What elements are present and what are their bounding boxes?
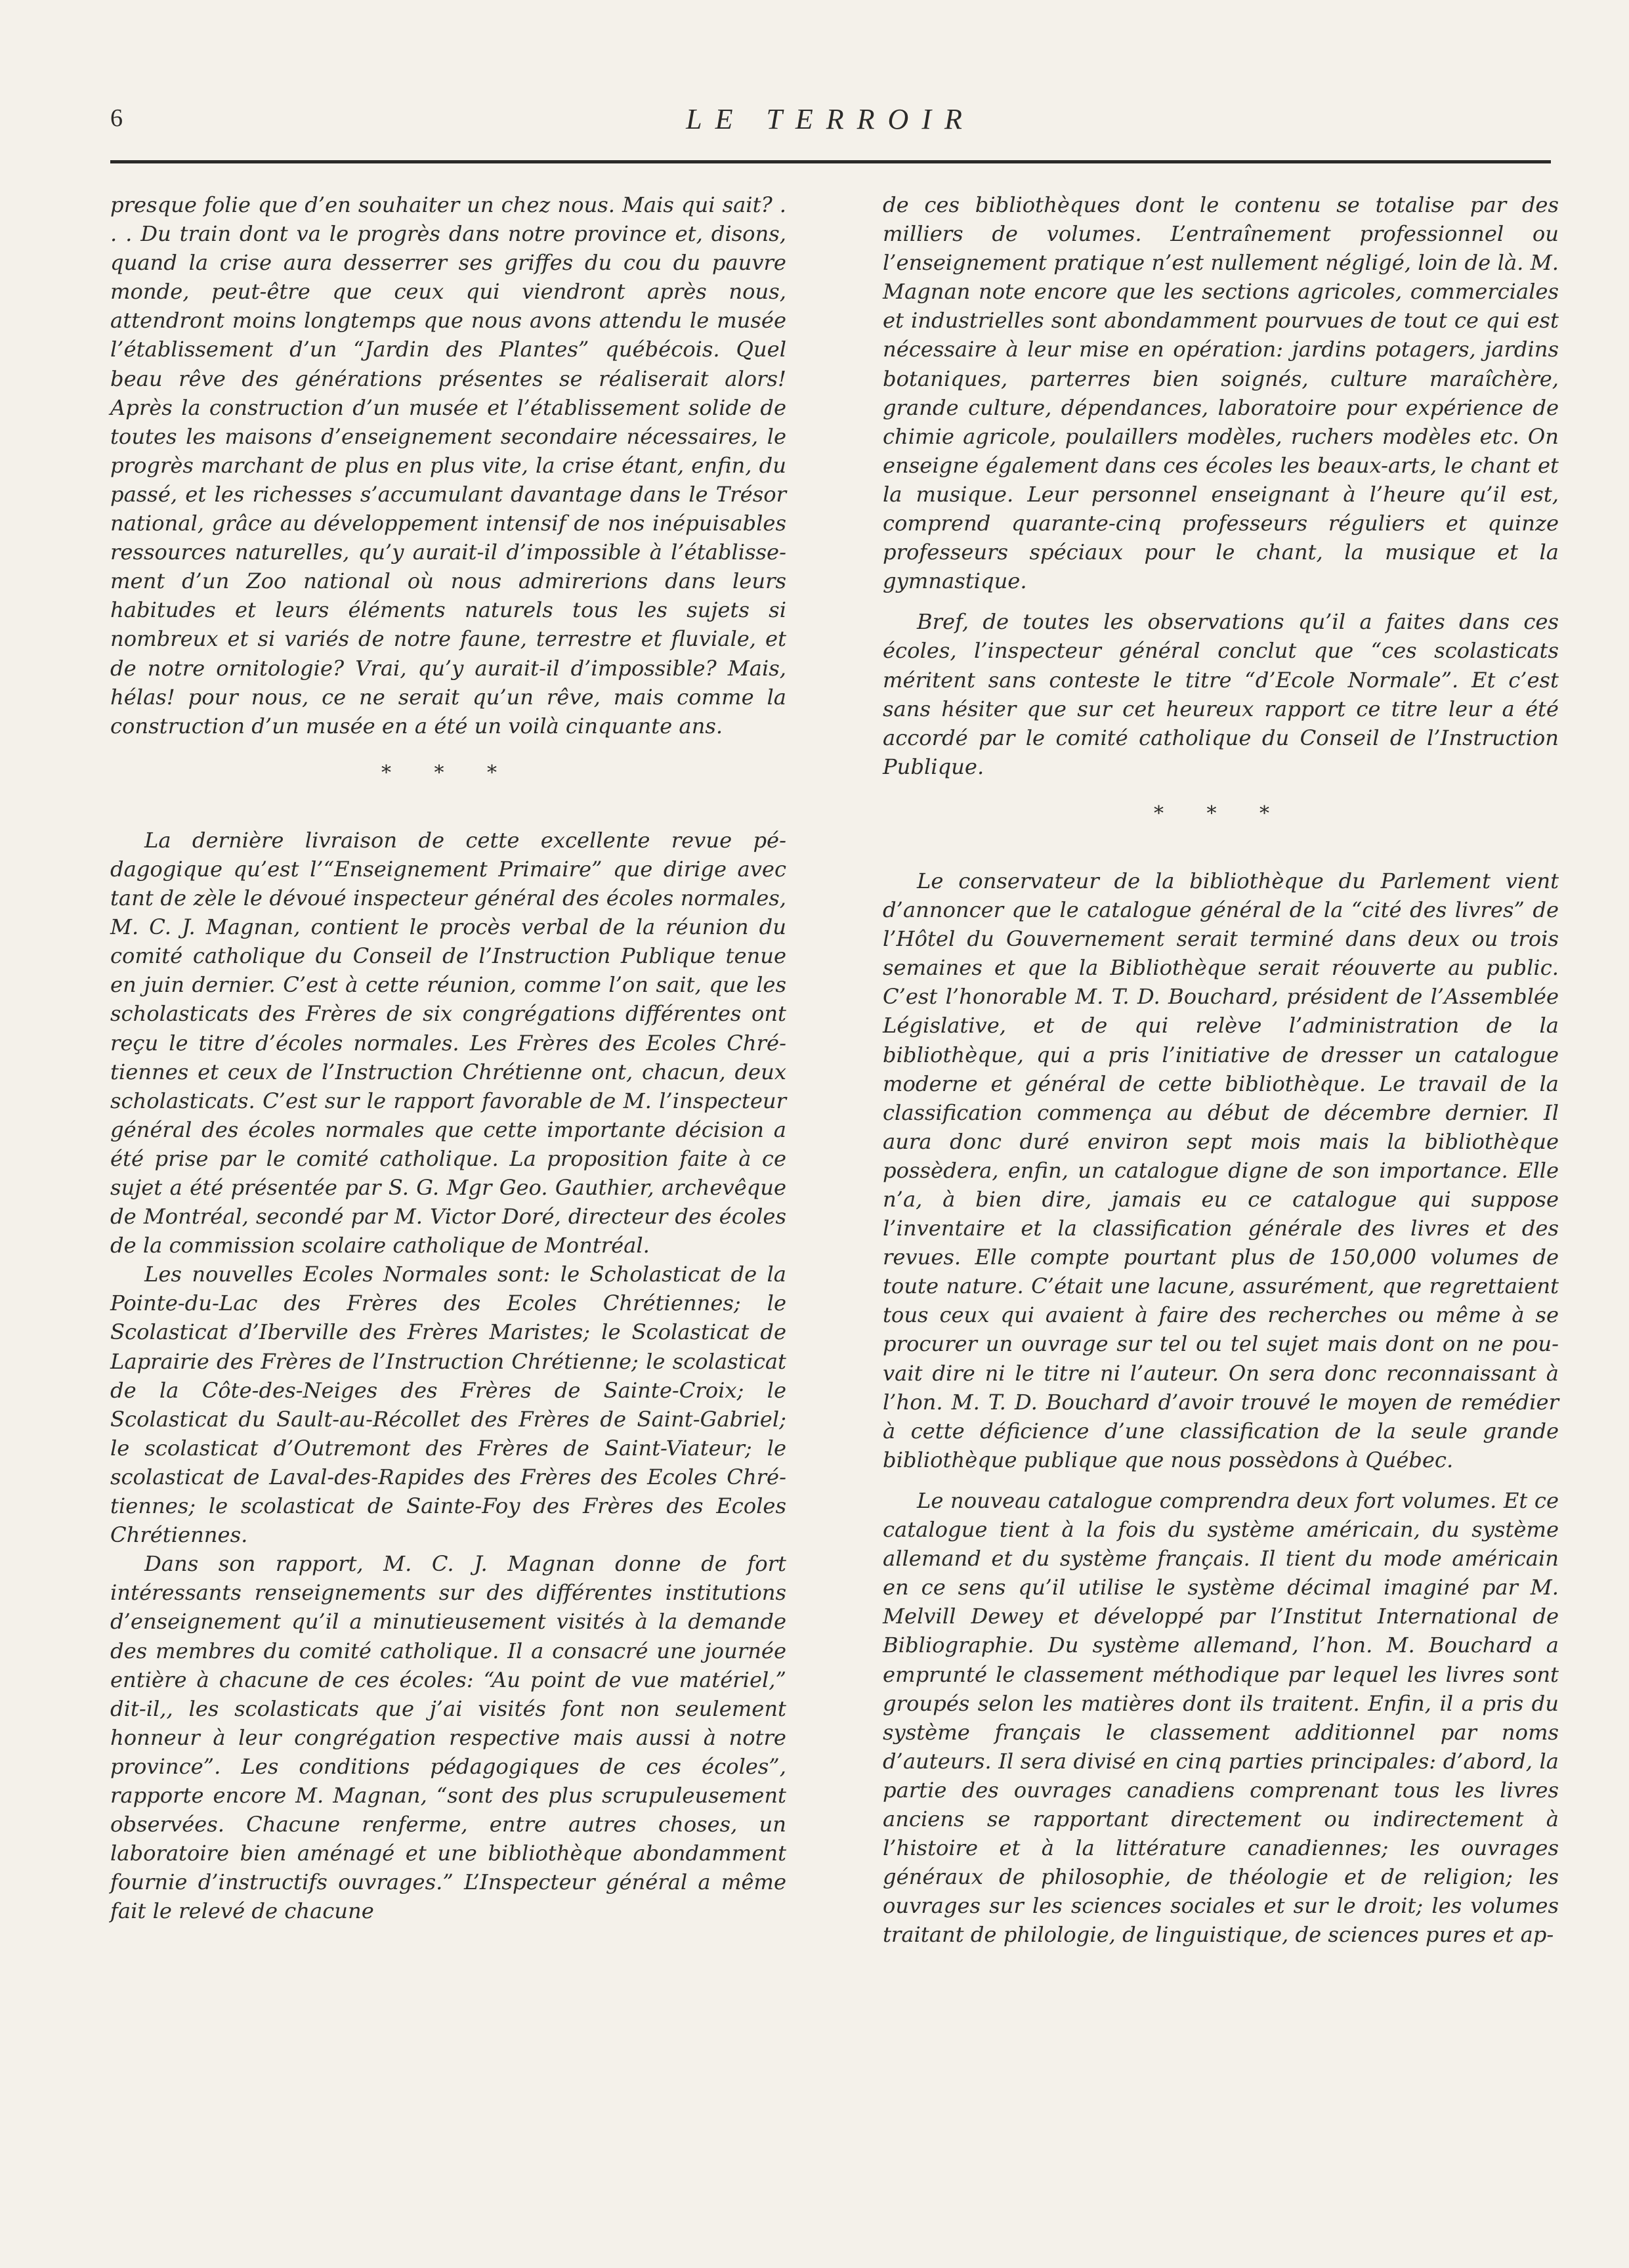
left-paragraph-3: Les nouvelles Ecoles Normales sont: le Scholasticat de la Pointe-du-Lac des Frères des Ecoles Chrétiennes; le Scolasticat d’Iberville des Frères Maristes; le Scolasticat de Laprairie des Frères de l’Instruction Chrétienne; le scolasticat de la Côte-des-Neiges des Frères de Sainte-Croix; le Scolasticat du Sault-au-Récollet des Frères de Saint-Gabriel; le scolasticat d’Outremont des Frères de Saint-Viateur; le scolasticat de Laval-des-Rapides des Frères des Ecoles Chrétiennes; le scolasticat de Sainte-Foy des Frères des Ecoles Chrétiennes.: [110, 1262, 786, 1548]
section-separator: * * *: [381, 761, 516, 784]
journal-title: LE TERROIR: [686, 103, 975, 135]
left-paragraph-1: presque folie que d’en souhaiter un chez nous. Mais qui sait? . . . Du train dont va le progrès dans notre province et, disons, quand la crise aura desserrer ses griffes du cou du pauvre monde, peut-être que ceux qui viendront après nous, attendront moins longtemps que nous avons attendu le musée l’établissement d’un “Jardin des Plantes” québécois. Quel beau rêve des générations présentes se réaliserait alors! Après la construction d’un musée et l’établissement solide de toutes les maisons d’enseignement secondaire nécessaires, le progrès marchant de plus en plus vite, la crise étant, enfin, du passé, et les richesses s’accumulant davantage dans le Trésor national, grâce au développement intensif de nos inépuisables ressources naturelles, qu’y aurait-il d’impossible à l’établissement d’un Zoo national où nous admirerions dans leurs habitudes et leurs éléments naturels tous les sujets si nombreux et si variés de notre faune, terrestre et fluviale, et de notre ornitologie? Vrai, qu’y aurait-il d’impossible? Mais, hélas! pour nous, ce ne serait qu’un rêve, mais comme la construction d’un musée en a été un voilà cinquante ans.: [110, 192, 786, 738]
left-column: [110, 190, 786, 1925]
right-paragraph-2: Bref, de toutes les observations qu’il a faites dans ces écoles, l’inspecteur général conclut que “ces scolasticats méritent sans conteste le titre “d’Ecole Normale”. Et c’est sans hésiter que sur cet heureux rapport ce titre leur a été accordé par le comité catholique du Conseil de l’Instruction Publique.: [883, 609, 1559, 779]
page-header: [110, 104, 1551, 143]
left-paragraph-2: La dernière livraison de cette excellente revue pédagogique qu’est l’“Enseignement Primaire” que dirige avec tant de zèle le dévoué inspecteur général des écoles normales, M. C. J. Magnan, contient le procès verbal de la réunion du comité catholique du Conseil de l’Instruction Publique tenue en juin dernier. C’est à cette réunion, comme l’on sait, que les scholasticats des Frères de six congrégations différentes ont reçu le titre d’écoles normales. Les Frères des Ecoles Chrétiennes et ceux de l’Instruction Chrétienne ont, chacun, deux scholasticats. C’est sur le rapport favorable de M. l’inspecteur général des écoles normales que cette importante décision a été prise par le comité catholique. La proposition faite à ce sujet a été présentée par S. G. Mgr Geo. Gauthier, archevêque de Montréal, secondé par M. Victor Doré, directeur des écoles de la commission scolaire catholique de Montréal.: [110, 827, 786, 1258]
page-number: 6: [110, 104, 123, 132]
section-separator: * * *: [1153, 802, 1288, 825]
left-paragraph-4: Dans son rapport, M. C. J. Magnan donne de fort intéressants renseignements sur des différentes institutions d’enseignement qu’il a minutieusement visités à la demande des membres du comité catholique. Il a consacré une journée entière à chacune de ces écoles: “Au point de vue matériel,” dit-il,, les scolasticats que j’ai visités font non seulement honneur à leur congrégation respective mais aussi à notre province”. Les conditions pédagogiques de ces écoles”, rapporte encore M. Magnan, “sont des plus scrupuleusement observées. Chacune renferme, entre autres choses, un laboratoire bien aménagé et une bibliothèque abondamment fournie d’instructifs ouvrages.” L’Inspecteur général a même fait le relevé de chacune: [110, 1551, 786, 1924]
right-paragraph-4: Le nouveau catalogue comprendra deux fort volumes. Et ce catalogue tient à la fois du système américain, du système allemand et du système français. Il tient du mode américain en ce sens qu’il utilise le système décimal imaginé par M. Melvill Dewey et développé par l’Institut International de Bibliographie. Du système allemand, l’hon. M. Bouchard a emprunté le classement méthodique par lequel les livres sont groupés selon les matières dont ils traitent. Enfin, il a pris du système français le classement additionnel par noms d’auteurs. Il sera divisé en cinq parties principales: d’abord, la partie des ouvrages canadiens comprenant tous les livres anciens se rapportant directement ou indirectement à l’histoire et à la littérature canadiennes; les ouvrages généraux de philosophie, de théologie et de religion; les ouvrages sur les sciences sociales et sur le droit; les volumes traitant de philologie, de linguistique, de sciences pures et ap-: [883, 1487, 1559, 1948]
right-column: [883, 190, 1559, 1961]
right-paragraph-1: de ces bibliothèques dont le contenu se totalise par des milliers de volumes. L’entraînement professionnel ou l’enseignement pratique n’est nullement négligé, loin de là. M. Magnan note encore que les sections agricoles, commerciales et industrielles sont abondamment pourvues de tout ce qui est nécessaire à leur mise en opération: jardins potagers, jardins botaniques, parterres bien soignés, culture maraîchère, grande culture, dépendances, laboratoire pour expérience de chimie agricole, poulaillers modèles, ruchers modèles etc. On enseigne également dans ces écoles les beaux-arts, le chant et la musique. Leur personnel enseignant à l’heure qu’il est, comprend quarante-cinq professeurs réguliers et quinze professeurs spéciaux pour le chant, la musique et la gymnastique.: [883, 192, 1559, 594]
header-rule: [110, 160, 1551, 163]
right-paragraph-3: Le conservateur de la bibliothèque du Parlement vient d’annoncer que le catalogue général de la “cité des livres” de l’Hôtel du Gouvernement serait terminé dans deux ou trois semaines et que la Bibliothèque serait réouverte au public. C’est l’honorable M. T. D. Bouchard, président de l’Assemblée Législative, et de qui relève l’administration de la bibliothèque, qui a pris l’initiative de dresser un catalogue moderne et général de cette bibliothèque. Le travail de la classification commença au début de décembre dernier. Il aura donc duré environ sept mois mais la bibliothèque possèdera, enfin, un catalogue digne de son importance. Elle n’a, à bien dire, jamais eu ce catalogue qui suppose l’inventaire et la classification générale des livres et des revues. Elle compte pourtant plus de 150,000 volumes de toute nature. C’était une lacune, assurément, que regrettaient tous ceux qui avaient à faire des recherches ou même à se procurer un ouvrage sur tel ou tel sujet mais dont on ne pouvait dire ni le titre ni l’auteur. On sera donc reconnaissant à l’hon. M. T. D. Bouchard d’avoir trouvé le moyen de remédier à cette déficience d’une classification de la seule grande bibliothèque publique que nous possèdons à Québec.: [883, 868, 1559, 1472]
